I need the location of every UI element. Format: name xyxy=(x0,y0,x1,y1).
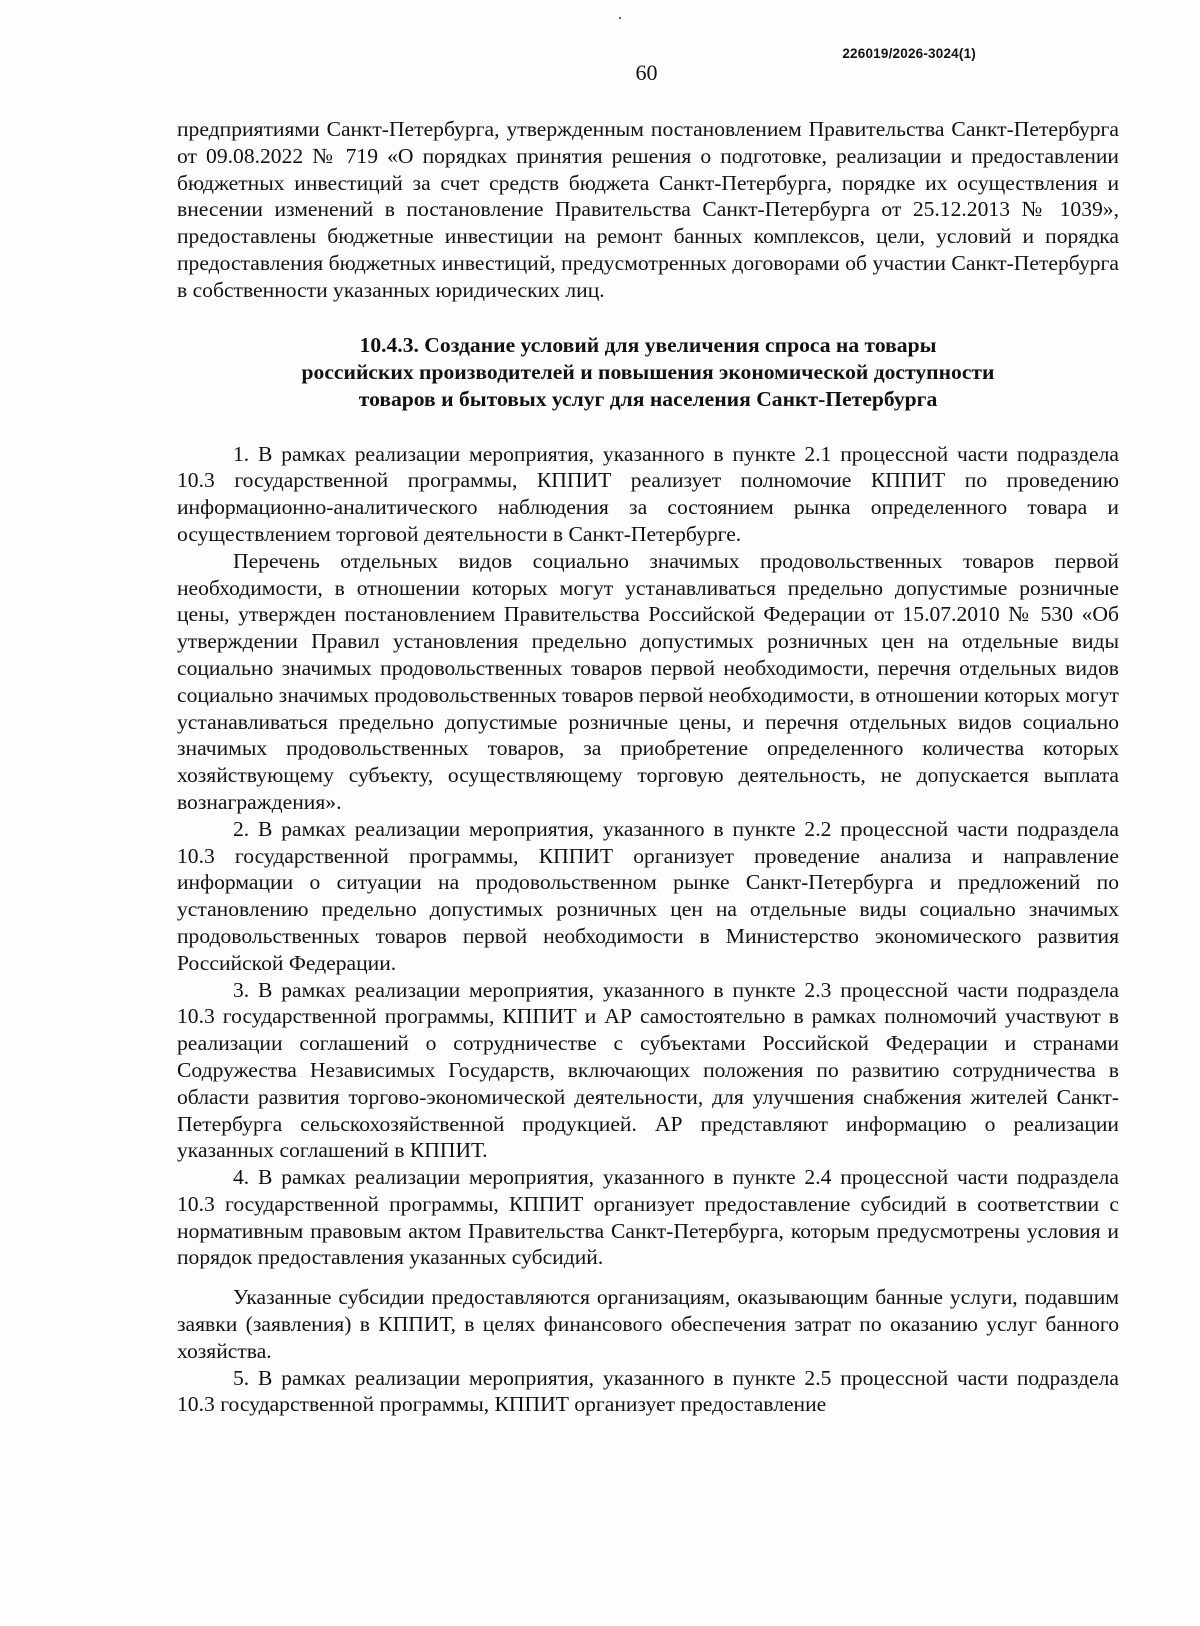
paragraph-2: 2. В рамках реализации мероприятия, указанного в пункте 2.2 процессной части подраздела 10.3 государственной программы, КППИТ организует проведение анализа и направление информации о ситуации на продовольственном рынке Санкт-Петербурга и предложений по установлению предельно допустимых розничных цен на отдельные виды социально значимых продовольственных товаров первой необходимости в Министерство экономического развития Российской Федерации. xyxy=(177,816,1119,975)
page-number: 60 xyxy=(635,60,658,85)
document-number: 226019/2026-3024(1) xyxy=(842,46,976,61)
section-heading-line: 10.4.3. Создание условий для увеличения спроса на товары xyxy=(359,332,937,357)
paragraph-1: 1. В рамках реализации мероприятия, указанного в пункте 2.1 процессной части подраздела 10.3 государственной программы, КППИТ реализует полномочие КППИТ по проведению информационно-аналитического наблюдения за состоянием рынка определенного товара и осуществлением торговой деятельности в Санкт-Петербурге. xyxy=(177,441,1119,546)
section-heading-line: товаров и бытовых услуг для населения Санкт-Петербурга xyxy=(358,386,938,411)
paragraph-4-subsidies: Указанные субсидии предоставляются организациям, оказывающим банные услуги, подавшим заявки (заявления) в КППИТ, в целях финансового обеспечения затрат по оказанию услуг банного хозяйства. xyxy=(177,1285,1119,1363)
document-body xyxy=(177,116,1119,1418)
paragraph-5: 5. В рамках реализации мероприятия, указанного в пункте 2.5 процессной части подраздела 10.3 государственной программы, КППИТ организует предоставление xyxy=(177,1365,1119,1417)
intro-paragraph: предприятиями Санкт-Петербурга, утвержденным постановлением Правительства Санкт-Петербурга от 09.08.2022 № 719 «О порядках принятия решения о подготовке, реализации и предоставлении бюджетных инвестиций за счет средств бюджета Санкт-Петербурга, порядке их осуществления и внесении изменений в постановление Правительства Санкт-Петербурга от 25.12.2013 № 1039», предоставлены бюджетные инвестиции на ремонт банных комплексов, цели, условий и порядка предоставления бюджетных инвестиций, предусмотренных договорами об участии Санкт-Петербурга в собственности указанных юридических лиц. xyxy=(177,117,1119,302)
section-heading-line: российских производителей и повышения экономической доступности xyxy=(301,359,995,384)
paragraph-1-list: Перечень отдельных видов социально значимых продовольственных товаров первой необходимости, в отношении которых могут устанавливаться предельно допустимые розничные цены, утвержден постановлением Правительства Российской Федерации от 15.07.2010 № 530 «Об утверждении Правил установления предельно допустимых розничных цен на отдельные виды социально значимых продовольственных товаров первой необходимости, перечня отдельных видов социально значимых продовольственных товаров первой необходимости, в отношении которых могут устанавливаться предельно допустимые розничные цены, и перечня отдельных видов социально значимых продовольственных товаров, за приобретение определенного количества которых хозяйствующему субъекту, осуществляющему торговую деятельность, не допускается выплата вознаграждения». xyxy=(177,548,1119,814)
paragraph-4: 4. В рамках реализации мероприятия, указанного в пункте 2.4 процессной части подраздела 10.3 государственной программы, КППИТ организует предоставление субсидий в соответствии с нормативным правовым актом Правительства Санкт-Петербурга, которым предусмотрены условия и порядок предоставления указанных субсидий. xyxy=(177,1165,1119,1270)
scan-speck xyxy=(619,17,621,19)
paragraph-3: 3. В рамках реализации мероприятия, указанного в пункте 2.3 процессной части подраздела 10.3 государственной программы, КППИТ и АР самостоятельно в рамках полномочий участвуют в реализации соглашений о сотрудничестве с субъектами Российской Федерации и странами Содружества Независимых Государств, включающих положения по развитию сотрудничества в области развития торгово-экономической деятельности, для улучшения снабжения жителей Санкт-Петербурга сельскохозяйственной продукцией. АР представляют информацию о реализации указанных соглашений в КППИТ. xyxy=(177,977,1119,1163)
section-heading xyxy=(217,332,1079,413)
